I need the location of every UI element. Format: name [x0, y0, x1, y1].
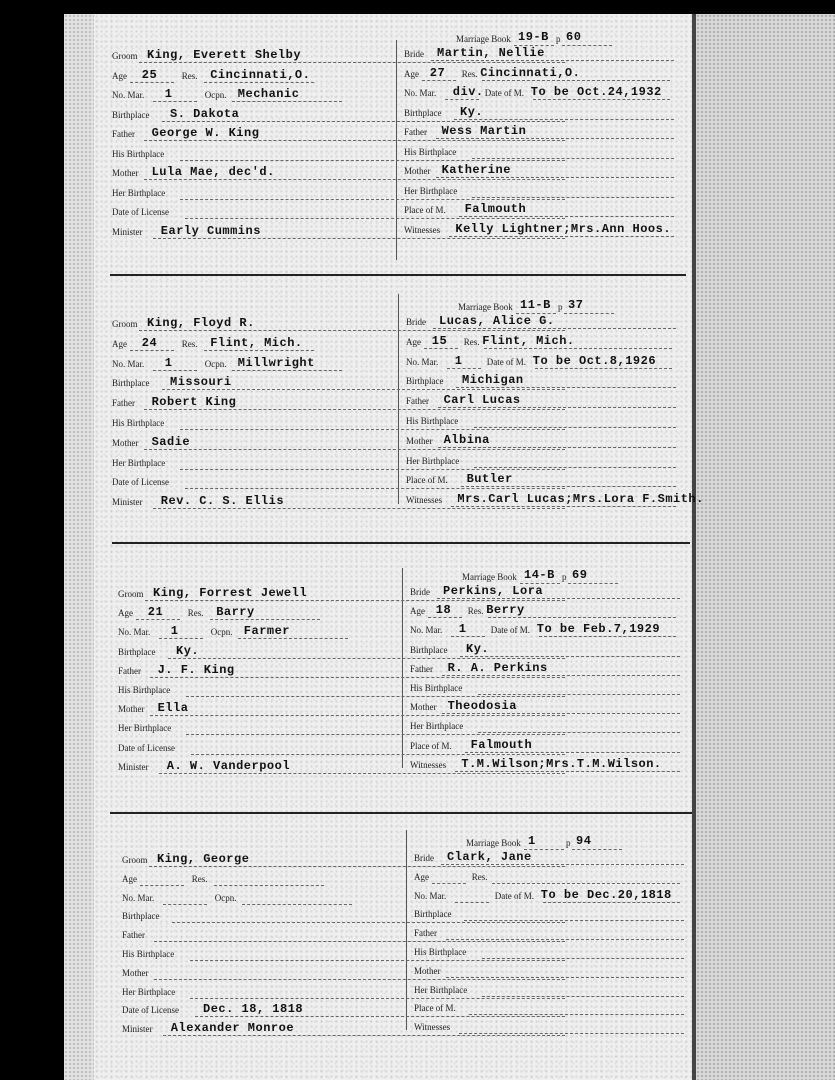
field-label: Birthplace	[118, 646, 156, 657]
groom-name: King, Everett Shelby	[147, 48, 302, 62]
minister: Alexander Monroe	[170, 1021, 295, 1036]
field-label: Father	[406, 396, 429, 407]
fill-line	[162, 121, 565, 122]
fill-line	[185, 488, 565, 489]
groom-father: J. F. King	[157, 662, 235, 677]
fill-line	[446, 939, 684, 940]
field-label: Res.	[471, 871, 488, 882]
fill-line	[455, 902, 489, 903]
field-label: Age	[404, 68, 419, 79]
bride-no-mar: 1	[454, 353, 463, 368]
field-label: No. Mar.	[112, 90, 145, 100]
field-label: Groom	[118, 589, 144, 599]
field-label: Her Birthplace	[118, 723, 172, 734]
bride-name: Clark, Jane	[447, 850, 532, 864]
fill-line	[431, 60, 674, 61]
field-label: Date of M.	[484, 88, 525, 98]
date-of-marriage: To be Oct.8,1926	[532, 353, 657, 368]
fill-line	[469, 1014, 684, 1015]
bride-mother: Theodosia	[447, 699, 517, 714]
page-margin-strip	[64, 14, 94, 1080]
field-label: No. Mar.	[404, 88, 437, 98]
groom-name: King, George	[157, 852, 250, 866]
fill-line	[437, 598, 680, 599]
fill-line	[144, 449, 565, 450]
field-label: Birthplace	[410, 644, 448, 655]
field-label: Minister	[118, 761, 149, 772]
groom-father: George W. King	[151, 126, 260, 140]
bride-father: R. A. Perkins	[447, 660, 548, 675]
date-of-marriage: To be Oct.24,1932	[530, 85, 662, 99]
fill-line	[533, 99, 670, 100]
bride-res: Berry	[486, 603, 525, 618]
field-label: Date of License	[118, 742, 175, 753]
marriage-book-page: 37	[568, 298, 584, 312]
fill-line	[465, 752, 680, 753]
field-label: Ocpn.	[214, 892, 237, 903]
groom-mother: Lula Mae, dec'd.	[151, 165, 275, 179]
fill-line	[180, 199, 565, 200]
groom-birthplace: Ky.	[176, 643, 200, 658]
fill-line	[438, 447, 676, 448]
witnesses: T.M.Wilson;Mrs.T.M.Wilson.	[461, 756, 662, 771]
fill-line	[186, 734, 565, 735]
field-label: Bride	[414, 853, 434, 863]
page-label: p	[558, 302, 563, 312]
field-label: Place of M.	[404, 205, 446, 215]
field-label: Res.	[467, 606, 484, 617]
bride-father: Wess Martin	[441, 124, 527, 138]
field-label: His Birthplace	[406, 416, 459, 426]
bride-no-mar: 1	[458, 622, 467, 637]
place-of-marriage: Falmouth	[470, 737, 533, 752]
field-label: Father	[122, 930, 145, 941]
fill-line	[442, 713, 680, 714]
fill-line	[232, 370, 342, 371]
fill-line	[543, 902, 680, 903]
fill-line	[478, 732, 680, 733]
fill-line	[451, 506, 676, 507]
fill-line	[572, 849, 622, 850]
bride-res: Cincinnati,O.	[480, 65, 581, 80]
fill-line	[204, 82, 314, 83]
fill-line	[150, 715, 565, 716]
place-of-marriage: Butler	[466, 472, 513, 487]
field-label: No. Mar.	[112, 358, 145, 369]
card-divider	[396, 40, 397, 260]
fill-line	[186, 696, 565, 697]
field-label: Birthplace	[406, 376, 444, 387]
field-label: Res.	[187, 608, 204, 619]
field-label: His Birthplace	[404, 146, 457, 157]
fill-line	[472, 158, 674, 159]
field-label: Bride	[404, 49, 424, 59]
fill-line	[136, 619, 180, 620]
field-label: No. Mar.	[414, 890, 447, 901]
bride-age: 27	[429, 65, 446, 80]
card-separator	[110, 812, 692, 814]
field-label: Ocpn.	[204, 90, 227, 100]
field-label: No. Mar.	[122, 892, 155, 903]
field-label: Birthplace	[404, 107, 442, 118]
field-label: Res.	[181, 338, 198, 349]
field-label: Place of M.	[414, 1003, 456, 1014]
fill-line	[562, 45, 612, 46]
fill-line	[210, 619, 320, 620]
groom-res: Barry	[216, 605, 255, 620]
fill-line	[436, 138, 674, 139]
fill-line	[478, 694, 680, 695]
marriage-book-page: 94	[576, 834, 592, 848]
field-label: Age	[414, 871, 429, 882]
field-label: Date of License	[122, 1005, 179, 1016]
field-label: Groom	[112, 319, 138, 329]
fill-line	[472, 197, 674, 198]
field-label: Mother	[112, 168, 139, 178]
marriage-book-label: Marriage Book	[462, 572, 517, 582]
field-label: Father	[112, 129, 135, 139]
field-label: Witnesses	[414, 1022, 451, 1033]
fill-line	[145, 600, 565, 601]
field-label: Mother	[414, 965, 441, 976]
field-label: Res.	[191, 873, 208, 884]
field-label: Birthplace	[414, 909, 452, 920]
card-divider	[406, 830, 407, 1030]
fill-line	[454, 119, 674, 120]
groom-ocpn: Mechanic	[237, 87, 300, 101]
bride-no-mar: div.	[452, 85, 484, 99]
fill-line	[180, 160, 565, 161]
field-label: His Birthplace	[112, 148, 165, 159]
fill-line	[449, 236, 674, 237]
fill-line	[461, 486, 676, 487]
witnesses: Mrs.Carl Lucas;Mrs.Lora F.Smith.	[457, 492, 704, 507]
field-label: Minister	[122, 1024, 153, 1035]
fill-line	[139, 62, 565, 63]
fill-line	[162, 389, 565, 390]
fill-line	[484, 348, 672, 349]
fill-line	[564, 313, 614, 314]
field-label: Age	[112, 338, 127, 349]
field-label: Date of M.	[486, 356, 527, 367]
fill-line	[150, 677, 565, 678]
groom-age: 21	[147, 605, 164, 620]
marriage-book-page: 60	[566, 30, 582, 44]
fill-line	[464, 920, 684, 921]
field-label: Date of M.	[490, 625, 531, 636]
field-label: Her Birthplace	[410, 721, 464, 732]
fill-line	[204, 350, 314, 351]
field-label: Mother	[112, 437, 139, 448]
field-label: Res.	[461, 68, 478, 79]
field-label: Mother	[118, 704, 145, 715]
fill-line	[168, 658, 565, 659]
field-label: Her Birthplace	[406, 455, 460, 466]
field-label: Res.	[463, 336, 480, 347]
fill-line	[459, 216, 674, 217]
fill-line	[140, 885, 184, 886]
field-label: Mother	[406, 435, 433, 446]
fill-line	[144, 140, 565, 141]
field-label: Father	[118, 665, 141, 676]
groom-father: Robert King	[151, 395, 237, 410]
fill-line	[190, 998, 565, 999]
witnesses: Kelly Lightner;Mrs.Ann Hoos.	[455, 221, 672, 236]
fill-line	[172, 922, 565, 923]
field-label: His Birthplace	[414, 947, 467, 957]
fill-line	[482, 80, 670, 81]
field-label: His Birthplace	[410, 683, 463, 693]
minister: A. W. Vanderpool	[166, 758, 291, 773]
fill-line	[163, 904, 207, 905]
bride-age: 15	[431, 333, 448, 348]
marriage-book-label: Marriage Book	[466, 838, 521, 848]
fill-line	[422, 80, 456, 81]
marriage-book-label: Marriage Book	[456, 34, 511, 44]
fill-line	[238, 638, 348, 639]
bride-birthplace: Ky.	[460, 104, 484, 119]
place-of-marriage: Falmouth	[464, 202, 527, 216]
card-divider	[398, 294, 399, 504]
page-label: p	[566, 838, 571, 848]
fill-line	[130, 82, 174, 83]
fill-line	[451, 636, 485, 637]
bride-father: Carl Lucas	[443, 393, 521, 408]
fill-line	[474, 467, 676, 468]
field-label: Father	[112, 398, 135, 409]
fill-line	[424, 348, 458, 349]
date-of-marriage: To be Feb.7,1929	[536, 622, 661, 637]
fill-line	[568, 583, 618, 584]
field-label: Mother	[122, 967, 149, 978]
field-label: Date of License	[112, 477, 169, 488]
groom-name: King, Floyd R.	[147, 316, 255, 330]
groom-ocpn: Millwright	[237, 355, 315, 370]
fill-line	[446, 977, 684, 978]
field-label: Her Birthplace	[112, 457, 166, 468]
fill-line	[459, 1033, 684, 1034]
fill-line	[180, 429, 565, 430]
fill-line	[154, 941, 565, 942]
fill-line	[159, 638, 203, 639]
field-label: Place of M.	[406, 475, 448, 486]
bride-age: 18	[435, 603, 452, 618]
field-label: Groom	[122, 855, 148, 865]
card-separator	[112, 542, 690, 544]
groom-res: Flint, Mich.	[210, 335, 303, 350]
page-label: p	[562, 572, 567, 582]
fill-line	[195, 1016, 565, 1017]
groom-birthplace: S. Dakota	[170, 106, 240, 121]
field-label: Age	[112, 70, 127, 81]
fill-line	[539, 636, 676, 637]
groom-name: King, Forrest Jewell	[153, 586, 308, 600]
fill-line	[153, 508, 565, 509]
field-label: Age	[410, 606, 425, 617]
fill-line	[492, 883, 680, 884]
card-divider	[402, 568, 403, 768]
field-label: Ocpn.	[210, 627, 233, 638]
bride-birthplace: Michigan	[462, 373, 524, 388]
field-label: His Birthplace	[112, 418, 165, 428]
bride-name: Perkins, Lora	[443, 584, 544, 598]
groom-no-mar: 1	[170, 624, 179, 639]
fill-line	[153, 101, 197, 102]
bride-mother: Albina	[443, 432, 490, 447]
fill-line	[436, 177, 674, 178]
date-of-license: Dec. 18, 1818	[203, 1002, 304, 1017]
fill-line	[149, 866, 565, 867]
fill-line	[191, 754, 565, 755]
fill-line	[438, 407, 676, 408]
field-label: Her Birthplace	[122, 986, 176, 997]
field-label: Age	[406, 336, 421, 347]
groom-res: Cincinnati,O.	[210, 67, 311, 82]
field-label: Father	[410, 663, 433, 674]
fill-line	[214, 885, 324, 886]
minister: Rev. C. S. Ellis	[160, 494, 285, 509]
marriage-book-number: 14-B	[524, 568, 555, 582]
marriage-book-number: 11-B	[520, 298, 551, 312]
fill-line	[153, 370, 197, 371]
fill-line	[482, 996, 684, 997]
bride-mother: Katherine	[441, 163, 511, 177]
fill-line	[153, 238, 565, 239]
field-label: Mother	[410, 702, 437, 713]
field-label: Date of M.	[494, 890, 535, 901]
field-label: Birthplace	[122, 911, 160, 922]
field-label: No. Mar.	[118, 627, 151, 638]
field-label: Age	[122, 873, 137, 884]
card-separator	[110, 274, 686, 276]
fill-line	[154, 979, 565, 980]
field-label: Her Birthplace	[112, 187, 166, 198]
field-label: Father	[414, 928, 437, 939]
field-label: Father	[404, 127, 427, 137]
minister: Early Cummins	[160, 223, 261, 238]
fill-line	[455, 771, 680, 772]
fill-line	[442, 675, 680, 676]
fill-line	[460, 656, 680, 657]
fill-line	[535, 368, 672, 369]
fill-line	[242, 904, 352, 905]
marriage-book-number: 19-B	[518, 30, 549, 44]
fill-line	[441, 864, 684, 865]
fill-line	[445, 99, 479, 100]
fill-line	[144, 409, 565, 410]
field-label: Birthplace	[112, 109, 150, 120]
fill-line	[474, 427, 676, 428]
fill-line	[428, 617, 462, 618]
marriage-book-label: Marriage Book	[458, 302, 513, 312]
field-label: Mother	[404, 166, 431, 176]
bride-res: Flint, Mich.	[482, 333, 575, 348]
field-label: Date of License	[112, 207, 169, 217]
field-label: Witnesses	[410, 759, 447, 770]
marriage-book-number: 1	[528, 834, 536, 848]
field-label: Minister	[112, 497, 143, 508]
field-label: Birthplace	[112, 378, 150, 389]
adjacent-page	[696, 14, 835, 1080]
fill-line	[456, 387, 676, 388]
fill-line	[163, 1035, 565, 1036]
groom-mother: Ella	[157, 701, 189, 716]
groom-no-mar: 1	[164, 355, 173, 370]
fill-line	[482, 958, 684, 959]
bride-birthplace: Ky.	[466, 641, 490, 656]
field-label: Groom	[112, 51, 138, 61]
fill-line	[433, 328, 676, 329]
page-label: p	[556, 34, 561, 44]
field-label: Ocpn.	[204, 358, 227, 369]
field-label: Bride	[410, 587, 430, 597]
groom-birthplace: Missouri	[170, 375, 232, 390]
marriage-book-page: 69	[572, 568, 588, 582]
date-of-marriage: To be Dec.20,1818	[540, 887, 672, 902]
groom-age: 25	[141, 67, 158, 82]
groom-age: 24	[141, 335, 158, 350]
field-label: Her Birthplace	[414, 984, 468, 995]
fill-line	[144, 179, 565, 180]
field-label: Minister	[112, 226, 143, 237]
field-label: No. Mar.	[410, 625, 443, 636]
fill-line	[232, 101, 342, 102]
field-label: Age	[118, 608, 133, 619]
fill-line	[159, 773, 565, 774]
fill-line	[130, 350, 174, 351]
field-label: His Birthplace	[122, 949, 175, 959]
field-label: Place of M.	[410, 740, 452, 751]
fill-line	[180, 469, 565, 470]
field-label: Witnesses	[404, 224, 441, 235]
fill-line	[190, 960, 565, 961]
bride-name: Martin, Nellie	[437, 46, 545, 60]
bride-name: Lucas, Alice G.	[439, 314, 555, 328]
field-label: Bride	[406, 317, 426, 327]
fill-line	[139, 330, 565, 331]
groom-ocpn: Farmer	[243, 624, 291, 639]
fill-line	[488, 617, 676, 618]
field-label: Witnesses	[406, 495, 443, 506]
field-label: Her Birthplace	[404, 185, 458, 196]
fill-line	[432, 883, 466, 884]
field-label: His Birthplace	[118, 685, 171, 695]
fill-line	[447, 368, 481, 369]
fill-line	[185, 218, 565, 219]
groom-mother: Sadie	[151, 434, 191, 449]
groom-no-mar: 1	[164, 87, 173, 101]
field-label: No. Mar.	[406, 356, 439, 367]
field-label: Res.	[181, 70, 198, 81]
